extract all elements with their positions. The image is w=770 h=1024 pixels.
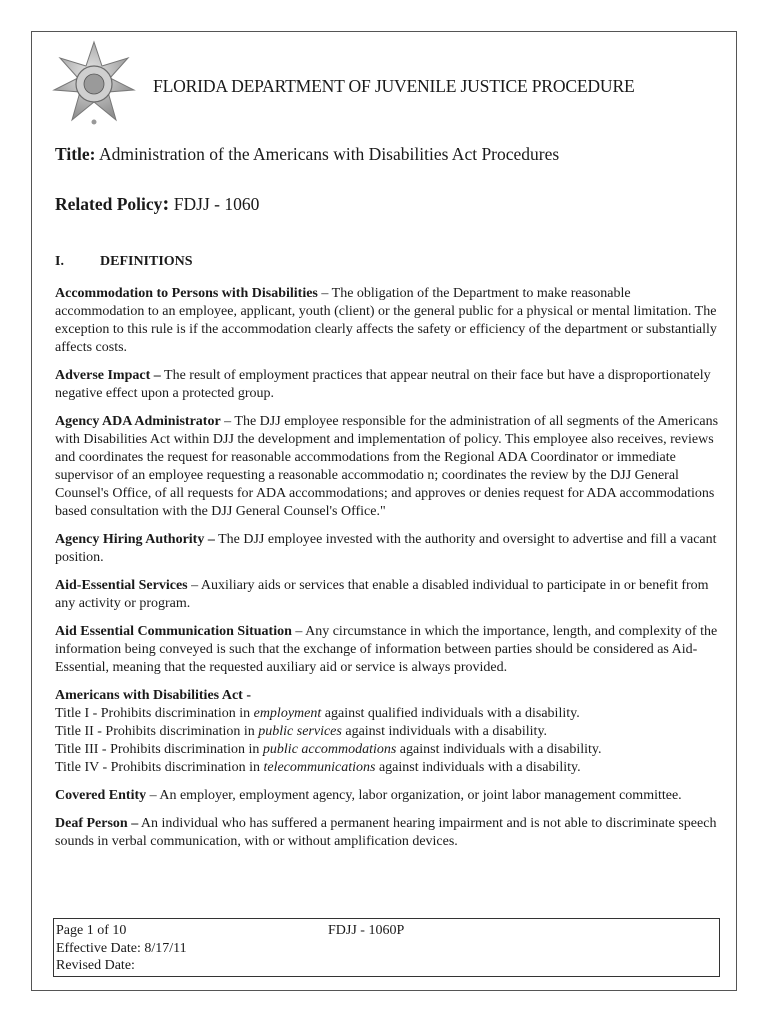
section-number: I.: [55, 254, 64, 269]
title-label: Title:: [55, 144, 96, 164]
agency-header-title: FLORIDA DEPARTMENT OF JUVENILE JUSTICE PROCEDURE: [153, 76, 635, 96]
definition-item: Agency ADA Administrator – The DJJ employee responsible for the administration of all segments of the Americans with Disabilities Act within DJJ the development and implementation of policy. This employee also receives, reviews and coordinates the request for reasonable accommodations from the Regional ADA Coordinator or immediate supervisor of an employee requesting a reasonable accommodatio n; coordinates the review by the DJJ General Counsel's Office, of all requests for ADA accommodations; and approves or denies request for ADA accommodations based consultation with the DJJ General Counsel's Office.": [55, 414, 719, 519]
definition-item: Deaf Person – An individual who has suffered a permanent hearing impairment and is not able to discriminate speech sounds in verbal communication, with or without amplification devices.: [55, 816, 717, 849]
ada-term: Americans with Disabilities Act -: [55, 688, 251, 703]
definitions-list: [55, 285, 720, 861]
document-footer: [53, 918, 720, 977]
policy-colon: :: [162, 191, 170, 215]
procedure-title: [55, 144, 559, 165]
ada-title-line: Title II - Prohibits discrimination in public services against individuals with a disability.: [55, 724, 548, 739]
footer-page: Page 1 of 10: [56, 923, 127, 938]
ada-title-line: Title III - Prohibits discrimination in public accommodations against individuals with a disability.: [55, 742, 602, 757]
policy-label: Related Policy: [55, 194, 163, 214]
footer-revised-date: Revised Date:: [56, 958, 135, 973]
footer-effective-date: Effective Date: 8/17/11: [56, 940, 187, 956]
ada-definition: [55, 687, 720, 777]
definition-item: Aid-Essential Services – Auxiliary aids or services that enable a disabled individual to participate in or benefit from any activity or program.: [55, 578, 709, 611]
badge-logo: [52, 40, 136, 132]
section-heading: [55, 254, 193, 270]
definition-item: Aid Essential Communication Situation – Any circumstance in which the importance, length, and complexity of the information being conveyed is such that the exchange of information between parties should be considered as Aid-Essential, meaning that the requested auxiliary aid or service is always provided.: [55, 624, 718, 675]
definition-item: Covered Entity – An employer, employment agency, labor organization, or joint labor management committee.: [55, 788, 682, 803]
related-policy: [55, 191, 259, 216]
ada-title-line: Title IV - Prohibits discrimination in telecommunications against individuals with a disability.: [55, 760, 581, 775]
definition-item: Adverse Impact – The result of employment practices that appear neutral on their face but have a disproportionately negative effect upon a protected group.: [55, 368, 711, 401]
definition-item: Agency Hiring Authority – The DJJ employee invested with the authority and oversight to advertise and fill a vacant position.: [55, 532, 717, 565]
policy-value: FDJJ - 1060: [173, 194, 260, 214]
title-value: Administration of the Americans with Disabilities Act Procedures: [98, 144, 560, 164]
ada-title-line: Title I - Prohibits discrimination in employment against qualified individuals with a disability.: [55, 706, 580, 721]
footer-procedure-code: FDJJ - 1060P: [328, 923, 405, 938]
definition-item: Accommodation to Persons with Disabilities – The obligation of the Department to make reasonable accommodation to an employee, applicant, youth (client) or the general public for a physical or mental limitation. The exception to this rule is if the accommodation clearly affects the safety or efficiency of the department or substantially affects costs.: [55, 286, 717, 355]
section-title: DEFINITIONS: [100, 254, 193, 269]
